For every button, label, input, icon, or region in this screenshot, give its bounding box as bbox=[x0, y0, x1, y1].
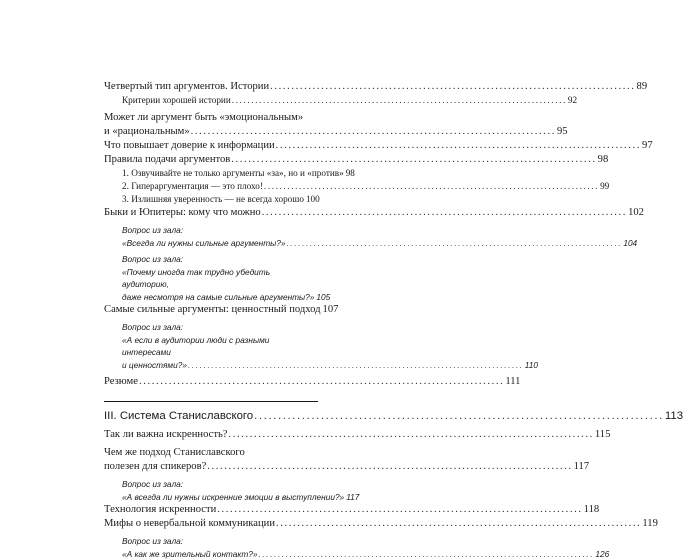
question-text: «Всегда ли нужны сильные аргументы?» bbox=[122, 237, 285, 250]
question-label: Вопрос из зала: bbox=[104, 224, 318, 237]
toc-entry[interactable] bbox=[104, 446, 318, 474]
toc-leader: ...................................................................................... bbox=[229, 428, 594, 442]
section-divider bbox=[104, 401, 318, 402]
toc-entry[interactable] bbox=[104, 80, 318, 94]
toc-page-number: 99 bbox=[600, 180, 609, 193]
toc-leader: ...................................................................................... bbox=[270, 80, 635, 94]
toc-page-number: 92 bbox=[568, 94, 577, 107]
toc-entry-title: 1. Озвучивайте не только аргументы «за», но и «против» bbox=[122, 167, 344, 180]
toc-subentry[interactable] bbox=[104, 167, 318, 180]
toc-entry[interactable] bbox=[104, 153, 318, 167]
toc-entry-title: 2. Гипераргументация — это плохо! bbox=[122, 180, 263, 193]
toc-entry-title: Резюме bbox=[104, 375, 138, 389]
toc-question[interactable] bbox=[104, 224, 318, 249]
toc-leader: ...................................................................................... bbox=[188, 359, 524, 372]
toc-section[interactable] bbox=[104, 409, 318, 424]
toc-entry-title: Самые сильные аргументы: ценностный подход bbox=[104, 303, 321, 317]
toc-entry-title-cont: и «рациональным» bbox=[104, 125, 190, 139]
question-text: «Почему иногда так трудно убедить аудиторию, bbox=[104, 266, 318, 291]
toc-question[interactable] bbox=[104, 478, 318, 503]
toc-leader: ...................................................................................... bbox=[232, 94, 567, 107]
toc-page-number: 105 bbox=[316, 291, 330, 304]
toc-leader: ...................................................................................... bbox=[262, 206, 627, 220]
toc-subentry[interactable] bbox=[104, 193, 318, 206]
section-title: III. Система Станиславского bbox=[104, 409, 253, 424]
question-text-cont: и ценностями?» bbox=[122, 359, 187, 372]
toc-leader: ...................................................................................... bbox=[217, 503, 582, 517]
toc-leader: ...................................................................................... bbox=[286, 237, 622, 250]
table-of-contents bbox=[104, 80, 318, 560]
question-text-cont: даже несмотря на самые сильные аргументы?» bbox=[122, 291, 314, 304]
toc-page-number: 100 bbox=[306, 193, 320, 206]
toc-page-number: 102 bbox=[628, 206, 644, 220]
toc-page-number: 110 bbox=[525, 359, 538, 372]
question-label: Вопрос из зала: bbox=[104, 478, 318, 491]
question-text: «А как же зрительный контакт?» bbox=[122, 548, 258, 560]
toc-entry-title: Может ли аргумент быть «эмоциональным» bbox=[104, 111, 318, 125]
question-label: Вопрос из зала: bbox=[104, 535, 318, 548]
toc-entry-title: 3. Излишняя уверенность — не всегда хорошо bbox=[122, 193, 304, 206]
question-label: Вопрос из зала: bbox=[104, 321, 318, 334]
toc-leader: ...................................................................................... bbox=[264, 180, 599, 193]
toc-entry-title: Технология искренности bbox=[104, 503, 216, 517]
question-label: Вопрос из зала: bbox=[104, 253, 318, 266]
toc-leader: ...................................................................................... bbox=[139, 375, 504, 389]
toc-entry[interactable] bbox=[104, 428, 318, 442]
toc-leader: ...................................................................................... bbox=[254, 409, 664, 424]
toc-page-number: 118 bbox=[584, 503, 600, 517]
toc-page-number: 104 bbox=[623, 237, 637, 250]
toc-page-number: 117 bbox=[346, 491, 359, 504]
toc-page-number: 95 bbox=[557, 125, 568, 139]
toc-page-number: 119 bbox=[642, 517, 658, 531]
toc-entry-title: Мифы о невербальной коммуникации bbox=[104, 517, 275, 531]
toc-entry[interactable] bbox=[104, 303, 318, 317]
toc-page-number: 113 bbox=[665, 409, 683, 424]
toc-question[interactable] bbox=[104, 321, 318, 371]
toc-page-number: 117 bbox=[574, 460, 590, 474]
toc-entry-title-cont: полезен для спикеров? bbox=[104, 460, 206, 474]
toc-entry[interactable] bbox=[104, 517, 318, 531]
toc-leader: ...................................................................................... bbox=[231, 153, 596, 167]
toc-entry-title: Четвертый тип аргументов. Истории bbox=[104, 80, 269, 94]
question-text: «А всегда ли нужны искренние эмоции в выступлении?» bbox=[122, 491, 344, 504]
toc-entry-title: Правила подачи аргументов bbox=[104, 153, 230, 167]
toc-question[interactable] bbox=[104, 253, 318, 303]
toc-entry[interactable] bbox=[104, 375, 318, 389]
toc-leader: ...................................................................................... bbox=[207, 460, 572, 474]
toc-entry[interactable] bbox=[104, 206, 318, 220]
toc-page-number: 115 bbox=[595, 428, 611, 442]
toc-subentry[interactable] bbox=[104, 180, 318, 193]
toc-entry-title: Чем же подход Станиславского bbox=[104, 446, 318, 460]
toc-entry-title: Быки и Юпитеры: кому что можно bbox=[104, 206, 261, 220]
toc-page-number: 126 bbox=[595, 548, 609, 560]
toc-page-number: 98 bbox=[598, 153, 609, 167]
toc-subentry[interactable] bbox=[104, 94, 318, 107]
toc-leader: ...................................................................................... bbox=[276, 139, 641, 153]
toc-leader: ...................................................................................... bbox=[191, 125, 556, 139]
toc-entry[interactable] bbox=[104, 139, 318, 153]
toc-page-number: 89 bbox=[637, 80, 648, 94]
toc-leader: ...................................................................................... bbox=[259, 548, 595, 560]
toc-page-number: 98 bbox=[346, 167, 355, 180]
toc-entry-title: Так ли важна искренность? bbox=[104, 428, 228, 442]
toc-leader: ...................................................................................... bbox=[276, 517, 641, 531]
toc-question[interactable] bbox=[104, 535, 318, 560]
toc-entry-title: Что повышает доверие к информации bbox=[104, 139, 275, 153]
toc-page-number: 111 bbox=[505, 375, 520, 389]
toc-entry[interactable] bbox=[104, 503, 318, 517]
question-text: «А если в аудитории люди с разными интересами bbox=[104, 334, 318, 359]
toc-page-number: 97 bbox=[642, 139, 653, 153]
toc-page-number: 107 bbox=[323, 303, 339, 317]
toc-entry-title: Критерии хорошей истории bbox=[122, 94, 231, 107]
toc-entry[interactable] bbox=[104, 111, 318, 139]
